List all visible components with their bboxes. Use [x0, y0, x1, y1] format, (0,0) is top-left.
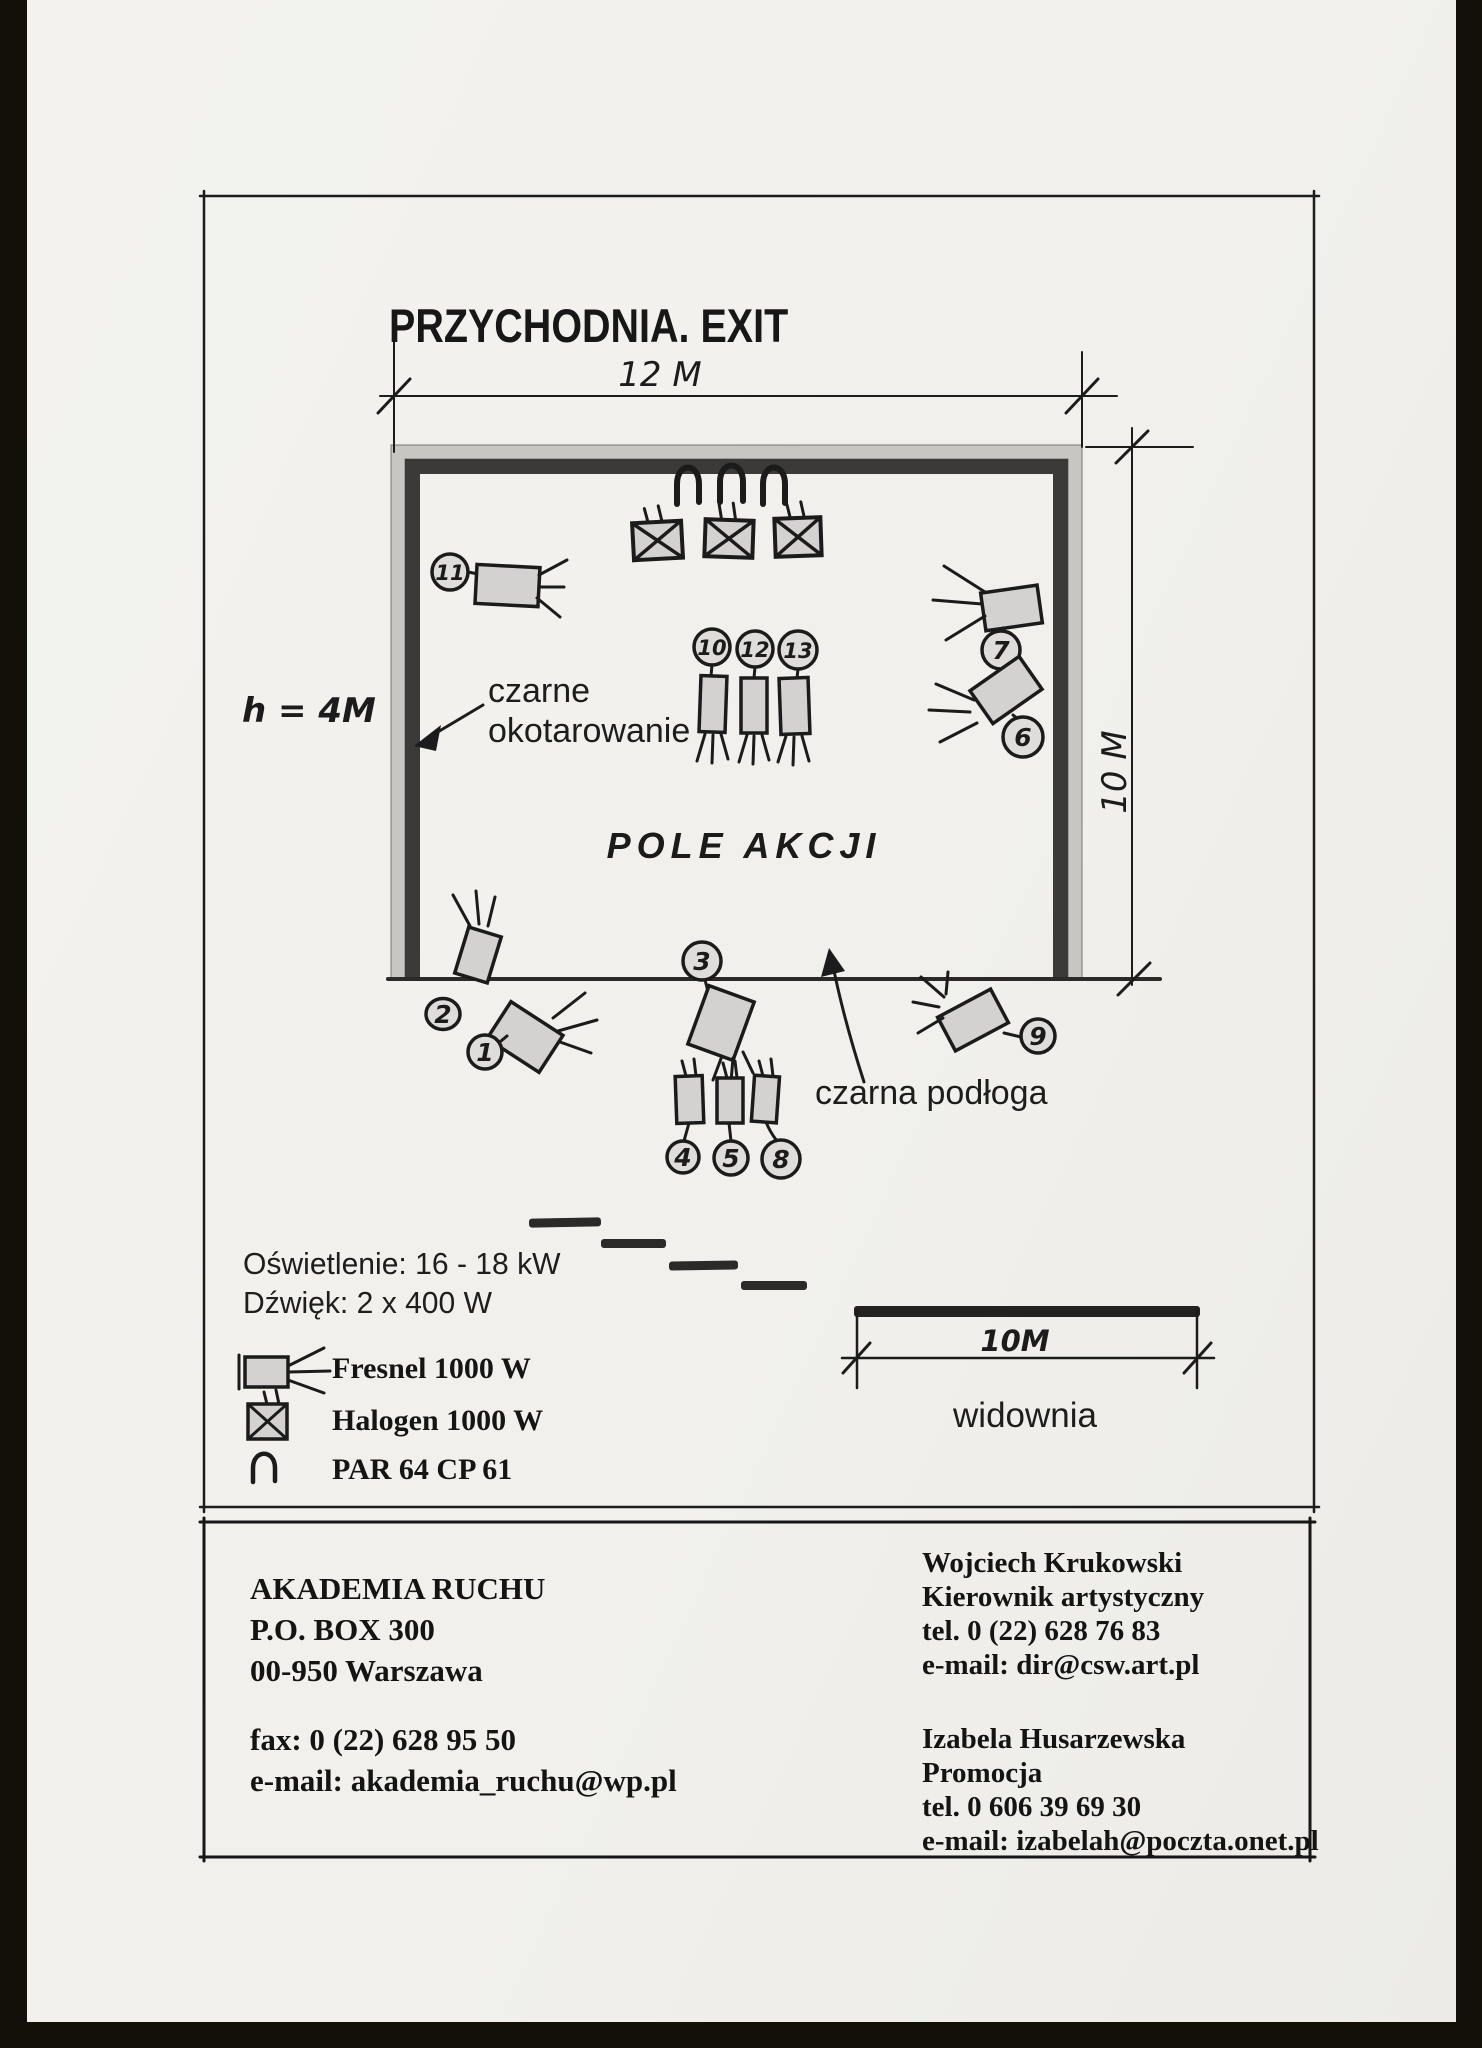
fixture-9	[913, 972, 1055, 1053]
black-floor-label	[815, 948, 1048, 1112]
legend-label-par: PAR 64 CP 61	[332, 1453, 513, 1486]
fixture-number: 3	[693, 947, 711, 976]
contact-block-people	[922, 1546, 1319, 1858]
stage-depth-value: 10 M	[1095, 730, 1135, 814]
audience-bar	[854, 1306, 1200, 1317]
fixture-11	[432, 554, 567, 617]
fixture-number: 7	[992, 636, 1010, 665]
fixture-number: 2	[434, 1000, 452, 1029]
fixture-number: 5	[722, 1144, 740, 1173]
fixture-number: 10	[697, 636, 727, 660]
fixture-number: 4	[674, 1143, 692, 1172]
black-floor-text: czarna podłoga	[815, 1074, 1048, 1112]
org-fax: fax: 0 (22) 628 95 50	[250, 1722, 517, 1757]
halogen-fixtures-top	[631, 501, 821, 560]
action-field-label: POLE AKCJI	[606, 825, 882, 866]
fixture-4	[667, 1059, 704, 1173]
org-pobox: P.O. BOX 300	[250, 1612, 435, 1647]
stage-width-value: 12 M	[618, 355, 702, 395]
sound-spec: Dźwięk: 2 x 400 W	[243, 1285, 493, 1320]
curtain-label-line2: okotarowanie	[488, 712, 691, 750]
halogen-icon	[774, 501, 822, 557]
fixture-12	[737, 631, 773, 764]
person1-email: e-mail: dir@csw.art.pl	[922, 1649, 1200, 1681]
person2-phone: tel. 0 606 39 69 30	[922, 1791, 1142, 1823]
fixture-1	[468, 993, 597, 1072]
fixture-5	[714, 1061, 748, 1175]
fresnel-icon	[239, 1348, 330, 1393]
fixture-number: 6	[1014, 723, 1032, 752]
org-name: AKADEMIA RUCHU	[250, 1571, 546, 1606]
org-email: e-mail: akademia_ruchu@wp.pl	[250, 1763, 677, 1798]
black-floor-arrowhead-icon	[821, 948, 845, 977]
audience-label: widownia	[953, 1396, 1097, 1435]
page-title: PRZYCHODNIA. EXIT	[389, 299, 789, 352]
halogen-icon	[248, 1390, 287, 1439]
halogen-icon	[704, 502, 754, 558]
legend-icons	[239, 1348, 330, 1482]
stage-height-value: h = 4M	[242, 691, 376, 731]
fixture-number: 11	[435, 561, 465, 585]
steps-marks	[529, 1217, 807, 1290]
halogen-icon	[631, 505, 683, 560]
fixture-number: 12	[740, 638, 770, 662]
spacer	[250, 1691, 677, 1719]
curtain-label-line1: czarne	[488, 672, 591, 710]
lighting-fixtures	[426, 466, 1055, 1179]
person2-role: Promocja	[922, 1757, 1043, 1789]
audience-width-value: 10M	[980, 1324, 1050, 1358]
audience-area	[842, 1306, 1214, 1435]
person1-role: Kierownik artystyczny	[922, 1581, 1205, 1613]
spacer	[922, 1682, 1319, 1722]
legend-label-fresnel: Fresnel 1000 W	[332, 1352, 531, 1385]
dimension-stage-width	[378, 338, 1117, 452]
lighting-spec: Oświetlenie: 16 - 18 kW	[243, 1246, 561, 1281]
curtain-label	[414, 672, 690, 751]
dimension-stage-depth	[1086, 428, 1193, 995]
fixture-number: 9	[1029, 1022, 1047, 1051]
fixture-8	[751, 1059, 800, 1178]
fixture-2	[426, 891, 501, 1030]
person1-phone: tel. 0 (22) 628 76 83	[922, 1615, 1161, 1647]
person1-name: Wojciech Krukowski	[922, 1547, 1183, 1579]
fixture-10	[694, 629, 730, 763]
fixture-7	[933, 566, 1042, 669]
contact-block-organization	[250, 1568, 677, 1801]
par-icon	[253, 1454, 275, 1482]
fixture-number: 8	[772, 1145, 790, 1174]
person2-name: Izabela Husarzewska	[922, 1723, 1186, 1755]
person2-email: e-mail: izabelah@poczta.onet.pl	[922, 1825, 1319, 1857]
fixture-13	[778, 631, 817, 765]
org-city: 00-950 Warszawa	[250, 1653, 483, 1688]
black-floor-arrow	[833, 966, 864, 1082]
fixture-6	[929, 656, 1043, 757]
fixture-number: 1	[476, 1038, 494, 1067]
legend-label-halogen: Halogen 1000 W	[332, 1404, 544, 1437]
fixture-number: 13	[783, 639, 813, 663]
